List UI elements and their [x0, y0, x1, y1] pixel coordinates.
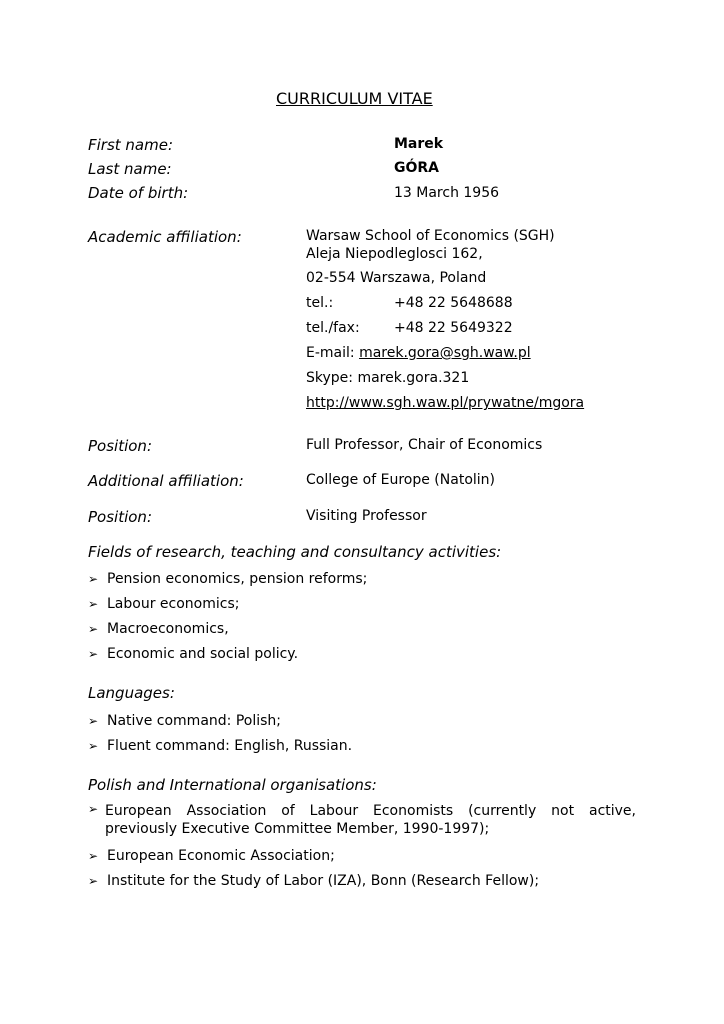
last-name-label: Last name: — [88, 160, 172, 178]
position-2-value: Visiting Professor — [306, 508, 427, 524]
email-line — [306, 345, 531, 361]
academic-affiliation-label: Academic affiliation: — [88, 228, 242, 246]
first-name-label: First name: — [88, 136, 174, 154]
institution-name: Warsaw School of Economics (SGH) — [306, 228, 555, 244]
dob-value: 13 March 1956 — [394, 185, 500, 201]
list-item: ➢ Economic and social policy. — [88, 646, 299, 662]
list-item: ➢ Fluent command: English, Russian. — [88, 738, 353, 754]
bullet-arrow-icon: ➢ — [88, 572, 99, 586]
institution-street: Aleja Niepodleglosci 162, — [306, 246, 483, 262]
bullet-arrow-icon: ➢ — [88, 802, 99, 816]
bullet-arrow-icon: ➢ — [88, 622, 99, 636]
list-item: ➢ Macroeconomics, — [88, 621, 229, 637]
additional-affiliation-value: College of Europe (Natolin) — [306, 472, 495, 488]
email-link[interactable]: marek.gora@sgh.waw.pl — [359, 345, 531, 361]
fax-value: +48 22 5649322 — [394, 320, 513, 336]
list-item: ➢ Labour economics; — [88, 596, 240, 612]
bullet-arrow-icon: ➢ — [88, 647, 99, 661]
skype-line: Skype: marek.gora.321 — [306, 370, 470, 386]
list-item: ➢ European Economic Association; — [88, 848, 335, 864]
organisations-heading: Polish and International organisations: — [88, 776, 377, 794]
institution-city: 02-554 Warszawa, Poland — [306, 270, 487, 286]
list-item: ➢ Native command: Polish; — [88, 713, 281, 729]
tel-label: tel.: — [306, 295, 334, 311]
page-title: CURRICULUM VITAE — [276, 89, 433, 108]
list-item: ➢ Institute for the Study of Labor (IZA), Bonn (Research Fellow); — [88, 873, 540, 889]
languages-heading: Languages: — [88, 684, 175, 702]
bullet-arrow-icon: ➢ — [88, 739, 99, 753]
fields-heading: Fields of research, teaching and consultancy activities: — [88, 543, 502, 561]
tel-value: +48 22 5648688 — [394, 295, 513, 311]
position-value: Full Professor, Chair of Economics — [306, 437, 543, 453]
bullet-arrow-icon: ➢ — [88, 714, 99, 728]
email-label: E-mail: — [306, 345, 355, 361]
list-item: ➢ European Association of Labour Economists (currently not active, previously Executive Committee Member, 1990-1997); — [88, 802, 636, 837]
website-link[interactable]: http://www.sgh.waw.pl/prywatne/mgora — [306, 395, 585, 411]
bullet-arrow-icon: ➢ — [88, 849, 99, 863]
position-2-label: Position: — [88, 508, 152, 526]
fax-label: tel./fax: — [306, 320, 360, 336]
first-name-value: Marek — [394, 136, 444, 152]
additional-affiliation-label: Additional affiliation: — [88, 472, 244, 490]
dob-label: Date of birth: — [88, 184, 189, 202]
bullet-arrow-icon: ➢ — [88, 874, 99, 888]
list-item: ➢ Pension economics, pension reforms; — [88, 571, 368, 587]
last-name-value: GÓRA — [394, 160, 440, 176]
position-label: Position: — [88, 437, 152, 455]
bullet-arrow-icon: ➢ — [88, 597, 99, 611]
